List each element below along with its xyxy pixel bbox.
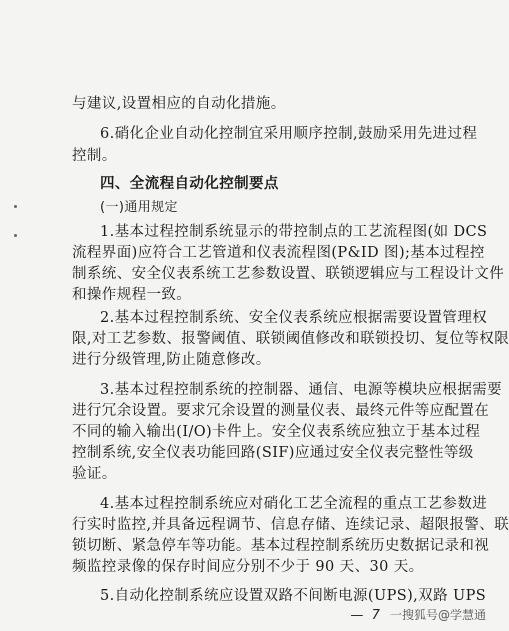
text-line: 行实时监控,并具备远程调节、信息存储、连续记录、超限报警、联 (72, 517, 509, 533)
text-line: 不同的输入输出(I/O)卡件上。安全仪表系统应独立于基本过程 (72, 424, 481, 440)
text-line: 锁切断、紧急停车等功能。基本过程控制系统历史数据记录和视 (72, 538, 490, 554)
text-line: 控制系统,安全仪表功能回路(SIF)应通过安全仪表完整性等级 (72, 445, 474, 461)
page-footer (350, 606, 486, 623)
text-line: 控制。 (72, 148, 117, 164)
section-heading: 四、全流程自动化控制要点 (100, 176, 279, 192)
text-line: 1.基本过程控制系统显示的带控制点的工艺流程图(如 DCS (100, 224, 488, 240)
scan-mark (14, 234, 17, 237)
footer-dash: — (350, 608, 364, 623)
text-line: 限,对工艺参数、报警阈值、联锁阈值修改和联锁投切、复位等权限 (72, 331, 509, 347)
text-line: 3.基本过程控制系统的控制器、通信、电源等模块应根据需要 (100, 382, 503, 398)
text-line: 和操作规程一致。 (72, 287, 192, 303)
text-line: 频监控录像的保存时间应分别不少于 90 天、30 天。 (72, 559, 424, 575)
subsection-heading: (一)通用规定 (100, 200, 178, 215)
text-line: 2.基本过程控制系统、安全仪表系统应根据需要设置管理权 (100, 310, 488, 326)
text-line: 与建议,设置相应的自动化措施。 (72, 96, 286, 112)
text-line: 进行冗余设置。要求冗余设置的测量仪表、最终元件等应配置在 (72, 403, 490, 419)
page-number: 7 (371, 608, 380, 623)
text-line: 6.硝化企业自动化控制宜采用顺序控制,鼓励采用先进过程 (100, 126, 478, 142)
watermark-text: 一搜狐号@学慧通 (389, 608, 486, 622)
text-line: 流程界面)应符合工艺管道和仪表流程图(P&ID 图);基本过程控 (72, 245, 485, 261)
text-line: 进行分级管理,防止随意修改。 (72, 352, 271, 368)
text-line: 4.基本过程控制系统应对硝化工艺全流程的重点工艺参数进 (100, 496, 488, 512)
text-line: 5.自动化控制系统应设置双路不间断电源(UPS),双路 UPS (100, 588, 487, 604)
text-line: 验证。 (72, 466, 117, 482)
scan-mark (14, 205, 17, 208)
text-line: 制系统、安全仪表系统工艺参数设置、联锁逻辑应与工程设计文件 (72, 266, 505, 282)
